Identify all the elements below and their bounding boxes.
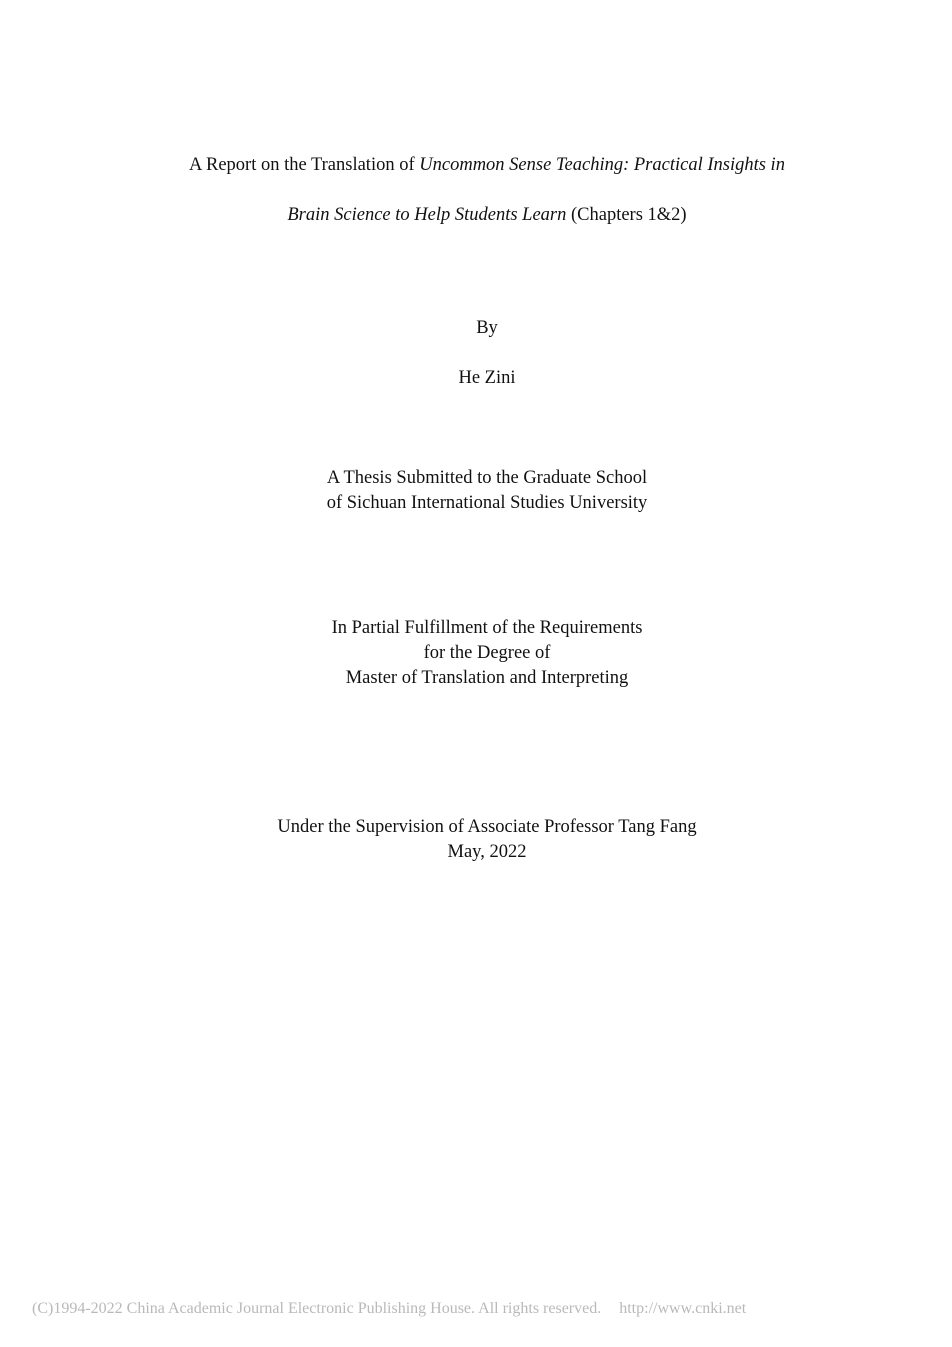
submission-line-1: A Thesis Submitted to the Graduate School: [326, 468, 648, 488]
title-suffix: (Chapters 1&2): [566, 205, 687, 225]
fulfillment-line-1: In Partial Fulfillment of the Requirements: [331, 618, 643, 638]
report-title-line-2: [0, 203, 952, 227]
supervisor-line: Under the Supervision of Associate Professor Tang Fang: [277, 817, 697, 837]
cnki-footer: [32, 1298, 746, 1320]
copyright-notice: (C)1994-2022 China Academic Journal Electronic Publishing House. All rights reserved.: [32, 1300, 602, 1317]
title-prefix: A Report on the Translation of: [189, 155, 420, 175]
by-label: By: [476, 318, 498, 338]
book-title-part-2: Brain Science to Help Students Learn: [287, 205, 567, 225]
submission-line-2: of Sichuan International Studies University: [326, 493, 648, 513]
degree-name: Master of Translation and Interpreting: [345, 668, 629, 688]
report-title-line-1: [0, 153, 952, 177]
author-name: He Zini: [458, 368, 516, 388]
book-title-part-1: Uncommon Sense Teaching: Practical Insights in: [419, 155, 785, 175]
fulfillment-line-2: for the Degree of: [423, 643, 551, 663]
cnki-url: http://www.cnki.net: [619, 1300, 747, 1317]
submission-date: May, 2022: [447, 842, 527, 862]
